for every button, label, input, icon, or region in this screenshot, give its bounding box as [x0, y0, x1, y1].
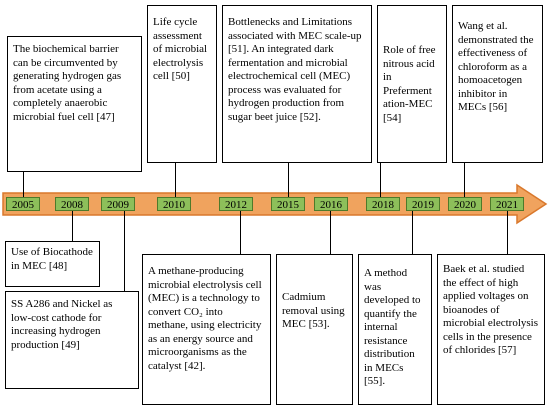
connector-line [240, 211, 241, 254]
connector-line [72, 211, 73, 241]
year-label: 2009 [101, 197, 135, 211]
year-label: 2021 [490, 197, 524, 211]
connector-line [288, 163, 289, 197]
connector-line [330, 211, 331, 254]
connector-line [464, 163, 465, 197]
year-label: 2019 [406, 197, 440, 211]
event-box-2020: Wang et al. demonstrated the effectiveness of chloroform as a homoacetogen inhibitor in MECs [56] [452, 5, 543, 163]
connector-line [507, 211, 508, 254]
event-box-2021: Baek et al. studied the effect of high applied voltages on bioanodes of microbial electrolysis cells in the presence of chlorides [57] [437, 254, 545, 405]
event-box-2012: A methane-producing microbial electrolysis cell (MEC) is a technology to convert CO₂ into methane, using electricity as an energy source and microorganisms as the catalyst [42]. [142, 254, 271, 405]
year-label: 2005 [6, 197, 40, 211]
connector-line [23, 172, 24, 197]
year-label: 2012 [219, 197, 253, 211]
year-label: 2008 [55, 197, 89, 211]
connector-line [124, 211, 125, 291]
event-box-2005: The biochemical barrier can be circumvented by generating hydrogen gas from acetate using a completely anaerobic microbial fuel cell [47] [7, 36, 142, 172]
event-box-2016: Cadmium removal using MEC [53]. [276, 254, 353, 405]
year-label: 2015 [271, 197, 305, 211]
event-box-2008: Use of Biocathode in MEC [48] [5, 241, 100, 287]
event-box-2019: A method was developed to quantify the internal resistance distribution in MECs [55]. [358, 254, 432, 405]
year-label: 2010 [157, 197, 191, 211]
connector-line [412, 211, 413, 254]
year-label: 2016 [314, 197, 348, 211]
event-box-2015: Bottlenecks and Limitations associated with MEC scale-up [51]. An integrated dark fermentation and microbial electrochemical cell (MEC) process was evaluated for hydrogen production from sugar beet juice [52]. [222, 5, 372, 163]
connector-line [175, 163, 176, 197]
year-label: 2020 [448, 197, 482, 211]
event-box-2009: SS A286 and Nickel as low-cost cathode for increasing hydrogen production [49] [5, 291, 139, 389]
year-label: 2018 [366, 197, 400, 211]
event-box-2010: Life cycle assessment of microbial electrolysis cell [50] [147, 5, 217, 163]
event-box-2018: Role of free nitrous acid in Preferment ation-MEC [54] [377, 5, 447, 163]
connector-line [380, 163, 381, 197]
